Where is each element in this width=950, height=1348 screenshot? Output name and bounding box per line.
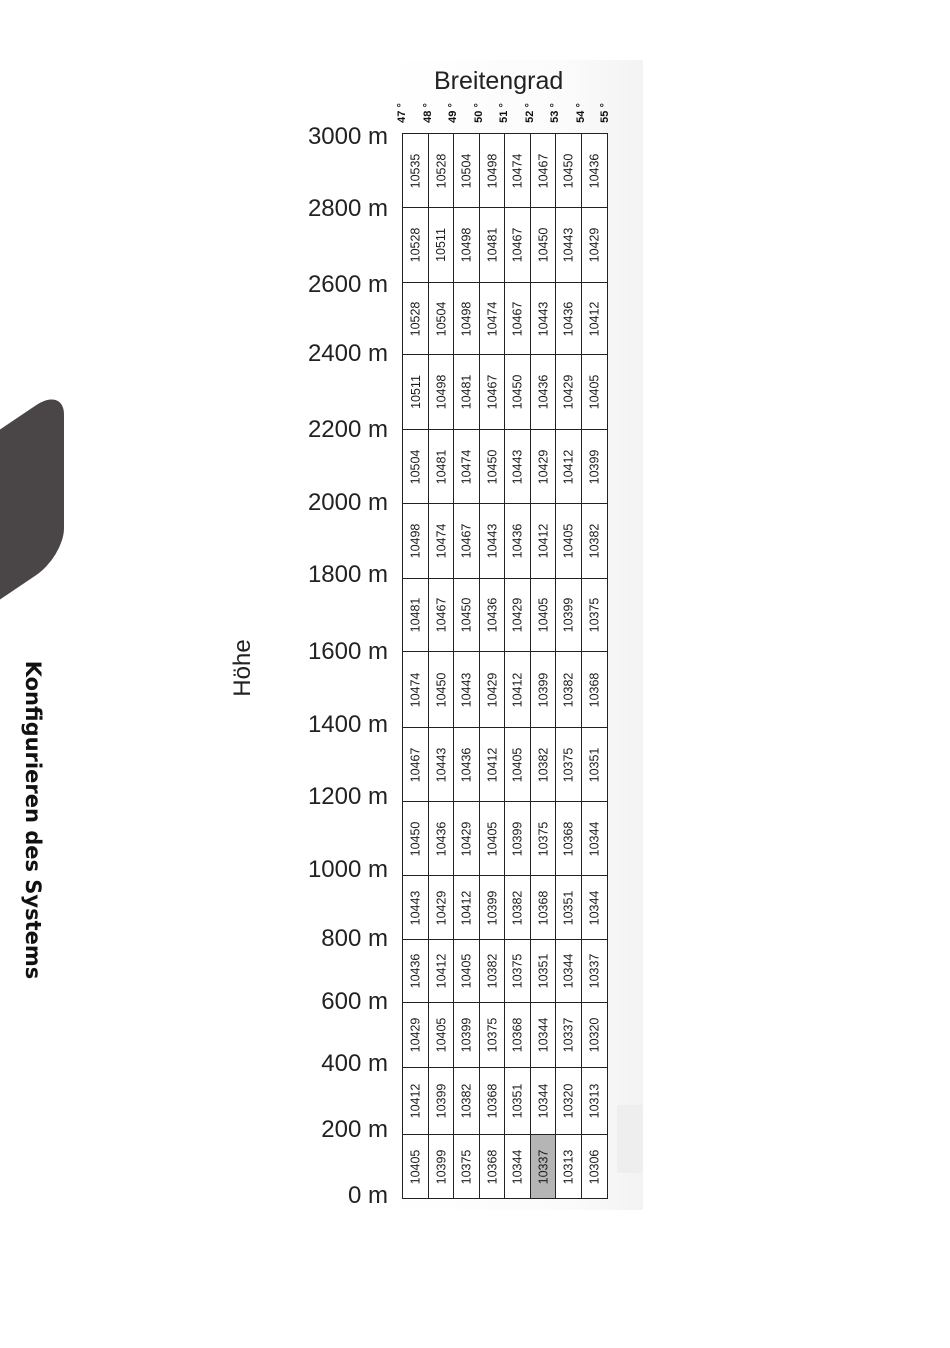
- cell-value: 10344: [561, 953, 576, 989]
- cell-value: 10405: [536, 597, 551, 633]
- altitude-label: 800 m: [321, 925, 388, 952]
- cell-value: 10474: [459, 449, 474, 484]
- table-cell: [504, 429, 531, 504]
- altitude-label: 400 m: [321, 1050, 388, 1077]
- scan-mark: [617, 1105, 643, 1173]
- table-cell: [428, 1134, 454, 1199]
- cell-value: 10450: [434, 672, 449, 707]
- altitude-label: 1800 m: [307, 561, 388, 588]
- table-cell: [453, 354, 480, 430]
- cell-value: 10443: [408, 890, 423, 925]
- table-cell: [479, 1134, 505, 1199]
- altitude-label: 3000 m: [307, 123, 388, 150]
- cell-value: 10412: [561, 449, 576, 484]
- cell-value: 10337: [536, 1149, 551, 1184]
- cell-value: 10351: [510, 1083, 525, 1119]
- cell-value: 10412: [434, 953, 449, 989]
- table-cell: [504, 503, 531, 579]
- cell-value: 10474: [510, 153, 525, 188]
- altitude-label: 0 m: [347, 1182, 388, 1209]
- cell-value: 10320: [587, 1017, 602, 1053]
- table-cell: [402, 133, 429, 208]
- table-cell: [581, 939, 608, 1003]
- table-cell: [530, 1067, 556, 1135]
- cell-value: 10382: [561, 672, 576, 707]
- cell-value: 10351: [561, 890, 576, 925]
- cell-value: 10474: [408, 672, 423, 707]
- cell-value: 10450: [408, 821, 423, 856]
- cell-value: 10450: [510, 374, 525, 410]
- altitude-label: 1400 m: [307, 711, 388, 738]
- cell-value: 10443: [536, 301, 551, 336]
- table-cell: [504, 651, 531, 728]
- table-cell: [428, 207, 454, 283]
- cell-value: 10467: [485, 374, 500, 410]
- table-cell: [555, 133, 582, 208]
- altitude-label: 2400 m: [307, 340, 388, 367]
- table-cell: [453, 1002, 480, 1068]
- table-cell: [530, 875, 556, 940]
- cell-value: 10405: [561, 523, 576, 559]
- table-cell: [581, 354, 608, 430]
- cell-value: 10498: [459, 227, 474, 263]
- cell-value: 10344: [536, 1083, 551, 1119]
- cell-value: 10399: [485, 890, 500, 925]
- cell-value: 10405: [459, 953, 474, 989]
- cell-value: 10405: [510, 747, 525, 782]
- cell-value: 10320: [561, 1083, 576, 1119]
- table-cell: [555, 1134, 582, 1199]
- latitude-label: 50 °: [473, 103, 485, 123]
- table-cell: [530, 727, 556, 802]
- table-cell: [402, 1134, 429, 1199]
- table-cell: [402, 727, 429, 802]
- table-cell: [555, 1067, 582, 1135]
- table-cell: [555, 727, 582, 802]
- cell-value: 10375: [459, 1149, 474, 1184]
- cell-value: 10498: [459, 301, 474, 336]
- cell-value: 10399: [510, 821, 525, 856]
- table-cell: [504, 578, 531, 652]
- table-cell: [453, 207, 480, 283]
- cell-value: 10375: [587, 597, 602, 633]
- table-cell: [402, 207, 429, 283]
- table-cell: [428, 801, 454, 876]
- table-cell: [581, 727, 608, 802]
- table-cell: [402, 651, 429, 728]
- table-cell: [581, 578, 608, 652]
- table-cell: [504, 133, 531, 208]
- cell-value: 10351: [536, 953, 551, 989]
- cell-value: 10504: [408, 449, 423, 484]
- table-cell: [428, 578, 454, 652]
- table-cell: [479, 801, 505, 876]
- cell-value: 10528: [434, 153, 449, 188]
- table-cell: [402, 1067, 429, 1135]
- chapter-tab: [0, 386, 64, 640]
- cell-value: 10436: [561, 301, 576, 336]
- altitude-label: 1000 m: [307, 856, 388, 883]
- cell-value: 10443: [561, 227, 576, 263]
- table-cell: [453, 503, 480, 579]
- table-cell: [555, 207, 582, 283]
- cell-value: 10528: [408, 301, 423, 336]
- table-cell: [402, 578, 429, 652]
- table-cell: [453, 133, 480, 208]
- cell-value: 10429: [459, 821, 474, 856]
- cell-value: 10344: [536, 1017, 551, 1053]
- cell-value: 10436: [408, 953, 423, 989]
- cell-value: 10450: [561, 153, 576, 188]
- cell-value: 10481: [434, 449, 449, 484]
- cell-value: 10429: [587, 227, 602, 263]
- cell-value: 10399: [434, 1083, 449, 1119]
- table-cell: [555, 354, 582, 430]
- table-cell: [504, 727, 531, 802]
- cell-value: 10382: [485, 953, 500, 989]
- table-cell: [453, 727, 480, 802]
- cell-value: 10429: [485, 672, 500, 707]
- cell-value: 10481: [408, 597, 423, 633]
- table-cell: [530, 801, 556, 876]
- latitude-label: 48 °: [422, 103, 434, 123]
- cell-value: 10429: [510, 597, 525, 633]
- table-cell: [555, 578, 582, 652]
- cell-value: 10511: [434, 228, 448, 262]
- x-axis-label: Breitengrad: [434, 67, 564, 95]
- table-cell: [581, 207, 608, 283]
- table-cell: [530, 282, 556, 355]
- table-cell: [402, 429, 429, 504]
- cell-value: 10467: [510, 301, 525, 336]
- table-cell: [504, 875, 531, 940]
- cell-value: 10313: [561, 1149, 576, 1184]
- cell-value: 10429: [434, 890, 449, 925]
- cell-value: 10375: [485, 1017, 500, 1053]
- cell-value: 10474: [434, 523, 449, 559]
- cell-value: 10474: [485, 301, 500, 336]
- table-cell: [530, 1002, 556, 1068]
- cell-value: 10344: [587, 821, 602, 856]
- table-cell: [428, 939, 454, 1003]
- cell-value: 10351: [587, 747, 602, 782]
- table-cell: [402, 801, 429, 876]
- cell-value: 10412: [485, 747, 500, 782]
- table-cell: [479, 651, 505, 728]
- table-cell: [428, 354, 454, 430]
- latitude-label: 47 °: [396, 103, 408, 123]
- table-cell: [530, 651, 556, 728]
- table-cell: [504, 207, 531, 283]
- cell-value: 10399: [561, 597, 576, 633]
- table-cell: [581, 651, 608, 728]
- table-cell: [479, 207, 505, 283]
- table-cell: [479, 354, 505, 430]
- cell-value: 10405: [587, 374, 602, 410]
- table-cell: [428, 1002, 454, 1068]
- cell-value: 10368: [485, 1083, 500, 1119]
- table-cell: [453, 1067, 480, 1135]
- cell-value: 10436: [510, 523, 525, 559]
- cell-value: 10481: [459, 374, 474, 410]
- table-cell: [402, 939, 429, 1003]
- table-cell: [530, 503, 556, 579]
- cell-value: 10429: [408, 1017, 423, 1053]
- table-cell: [555, 282, 582, 355]
- table-cell: [479, 875, 505, 940]
- table-cell: [504, 939, 531, 1003]
- cell-value: 10467: [408, 747, 423, 782]
- cell-value: 10450: [485, 449, 500, 484]
- chapter-label: Konfigurieren des Systems: [21, 660, 45, 980]
- table-cell: [402, 282, 429, 355]
- cell-value: 10436: [459, 747, 474, 782]
- table-cell: [428, 429, 454, 504]
- table-cell: [581, 1134, 608, 1199]
- table-cell: [402, 1002, 429, 1068]
- table-cell: [479, 282, 505, 355]
- cell-value: 10436: [485, 597, 500, 633]
- table-cell: [530, 939, 556, 1003]
- cell-value: 10443: [510, 449, 525, 484]
- cell-value: 10481: [485, 227, 500, 263]
- cell-value: 10436: [587, 153, 602, 188]
- table-cell: [479, 578, 505, 652]
- cell-value: 10382: [536, 747, 551, 782]
- cell-value: 10368: [587, 672, 602, 707]
- cell-value: 10399: [459, 1017, 474, 1053]
- cell-value: 10412: [536, 523, 551, 559]
- cell-value: 10368: [485, 1149, 500, 1184]
- table-cell: [453, 651, 480, 728]
- table-cell: [453, 578, 480, 652]
- latitude-label: 49 °: [447, 103, 459, 123]
- cell-value: 10504: [459, 153, 474, 188]
- table-cell: [402, 503, 429, 579]
- cell-value: 10337: [587, 953, 602, 989]
- cell-value: 10368: [510, 1017, 525, 1053]
- cell-value: 10405: [434, 1017, 449, 1053]
- cell-value: 10344: [510, 1149, 525, 1184]
- cell-value: 10467: [510, 227, 525, 263]
- cell-value: 10313: [587, 1083, 602, 1119]
- cell-value: 10382: [459, 1083, 474, 1119]
- table-cell: [530, 133, 556, 208]
- table-cell: [479, 133, 505, 208]
- table-cell: [428, 727, 454, 802]
- cell-value: 10436: [434, 821, 449, 856]
- table-cell: [555, 939, 582, 1003]
- cell-value: 10498: [408, 523, 423, 559]
- altitude-label: 200 m: [321, 1116, 388, 1143]
- table-cell: [530, 429, 556, 504]
- cell-value: 10375: [561, 747, 576, 782]
- cell-value: 10467: [536, 153, 551, 188]
- table-cell: [581, 503, 608, 579]
- table-cell: [453, 939, 480, 1003]
- table-cell: [581, 1002, 608, 1068]
- table-cell: [581, 1067, 608, 1135]
- latitude-label: 55 °: [599, 103, 611, 123]
- cell-value: 10382: [587, 523, 602, 559]
- cell-value: 10443: [459, 672, 474, 707]
- cell-value: 10450: [459, 597, 474, 633]
- table-cell: [581, 429, 608, 504]
- cell-value: 10467: [434, 597, 449, 633]
- cell-value: 10429: [561, 374, 576, 410]
- table-cell: [504, 1134, 531, 1199]
- cell-value: 10399: [587, 449, 602, 484]
- y-axis-label: Höhe: [229, 639, 256, 697]
- table-cell: [581, 801, 608, 876]
- table-cell: [530, 1134, 556, 1199]
- cell-value: 10399: [536, 672, 551, 707]
- latitude-label: 52 °: [524, 103, 536, 123]
- table-cell: [428, 133, 454, 208]
- table-cell: [581, 133, 608, 208]
- altitude-label: 1600 m: [307, 638, 388, 665]
- cell-value: 10375: [510, 953, 525, 989]
- cell-value: 10498: [485, 153, 500, 188]
- altitude-label: 2800 m: [307, 195, 388, 222]
- table-cell: [530, 354, 556, 430]
- table-cell: [479, 429, 505, 504]
- table-cell: [453, 282, 480, 355]
- cell-value: 10450: [536, 227, 551, 263]
- altitude-label: 2200 m: [307, 416, 388, 443]
- cell-value: 10344: [587, 890, 602, 925]
- table-cell: [530, 578, 556, 652]
- table-cell: [555, 429, 582, 504]
- cell-value: 10405: [485, 821, 500, 856]
- table-cell: [504, 801, 531, 876]
- cell-value: 10504: [434, 301, 449, 336]
- table-cell: [555, 503, 582, 579]
- latitude-label: 51 °: [498, 103, 510, 123]
- cell-value: 10382: [510, 890, 525, 925]
- table-cell: [479, 727, 505, 802]
- cell-value: 10443: [434, 747, 449, 782]
- table-cell: [402, 354, 429, 430]
- table-cell: [453, 801, 480, 876]
- table-cell: [453, 875, 480, 940]
- table-cell: [581, 282, 608, 355]
- table-cell: [581, 875, 608, 940]
- table-cell: [555, 875, 582, 940]
- cell-value: 10498: [434, 374, 449, 410]
- cell-value: 10412: [510, 672, 525, 707]
- table-cell: [479, 1067, 505, 1135]
- altitude-label: 2600 m: [307, 271, 388, 298]
- cell-value: 10412: [459, 890, 474, 925]
- altitude-label: 2000 m: [307, 489, 388, 516]
- table-cell: [479, 1002, 505, 1068]
- table-cell: [530, 207, 556, 283]
- table-cell: [555, 801, 582, 876]
- cell-value: 10306: [587, 1149, 602, 1184]
- table-cell: [453, 429, 480, 504]
- cell-value: 10467: [459, 523, 474, 559]
- cell-value: 10429: [536, 449, 551, 484]
- cell-value: 10399: [434, 1149, 449, 1184]
- table-cell: [504, 1002, 531, 1068]
- table-cell: [479, 503, 505, 579]
- table-cell: [428, 651, 454, 728]
- table-cell: [402, 875, 429, 940]
- cell-value: 10412: [408, 1083, 423, 1119]
- table-cell: [428, 503, 454, 579]
- table-cell: [453, 1134, 480, 1199]
- cell-value: 10375: [536, 821, 551, 856]
- cell-value: 10368: [536, 890, 551, 925]
- cell-value: 10436: [536, 374, 551, 410]
- table-cell: [428, 875, 454, 940]
- table-cell: [504, 354, 531, 430]
- altitude-label: 1200 m: [307, 783, 388, 810]
- cell-value: 10337: [561, 1017, 576, 1053]
- altitude-label: 600 m: [321, 988, 388, 1015]
- cell-value: 10511: [408, 375, 423, 409]
- cell-value: 10412: [587, 301, 602, 336]
- cell-value: 10535: [408, 153, 423, 188]
- table-cell: [428, 282, 454, 355]
- cell-value: 10443: [485, 523, 500, 559]
- cell-value: 10368: [561, 821, 576, 856]
- latitude-label: 53 °: [549, 103, 561, 123]
- table-cell: [555, 1002, 582, 1068]
- latitude-label: 54 °: [575, 103, 587, 123]
- cell-value: 10528: [408, 227, 423, 263]
- cell-value: 10405: [408, 1149, 423, 1184]
- table-cell: [555, 651, 582, 728]
- table-cell: [479, 939, 505, 1003]
- table-cell: [504, 282, 531, 355]
- table-cell: [428, 1067, 454, 1135]
- table-cell: [504, 1067, 531, 1135]
